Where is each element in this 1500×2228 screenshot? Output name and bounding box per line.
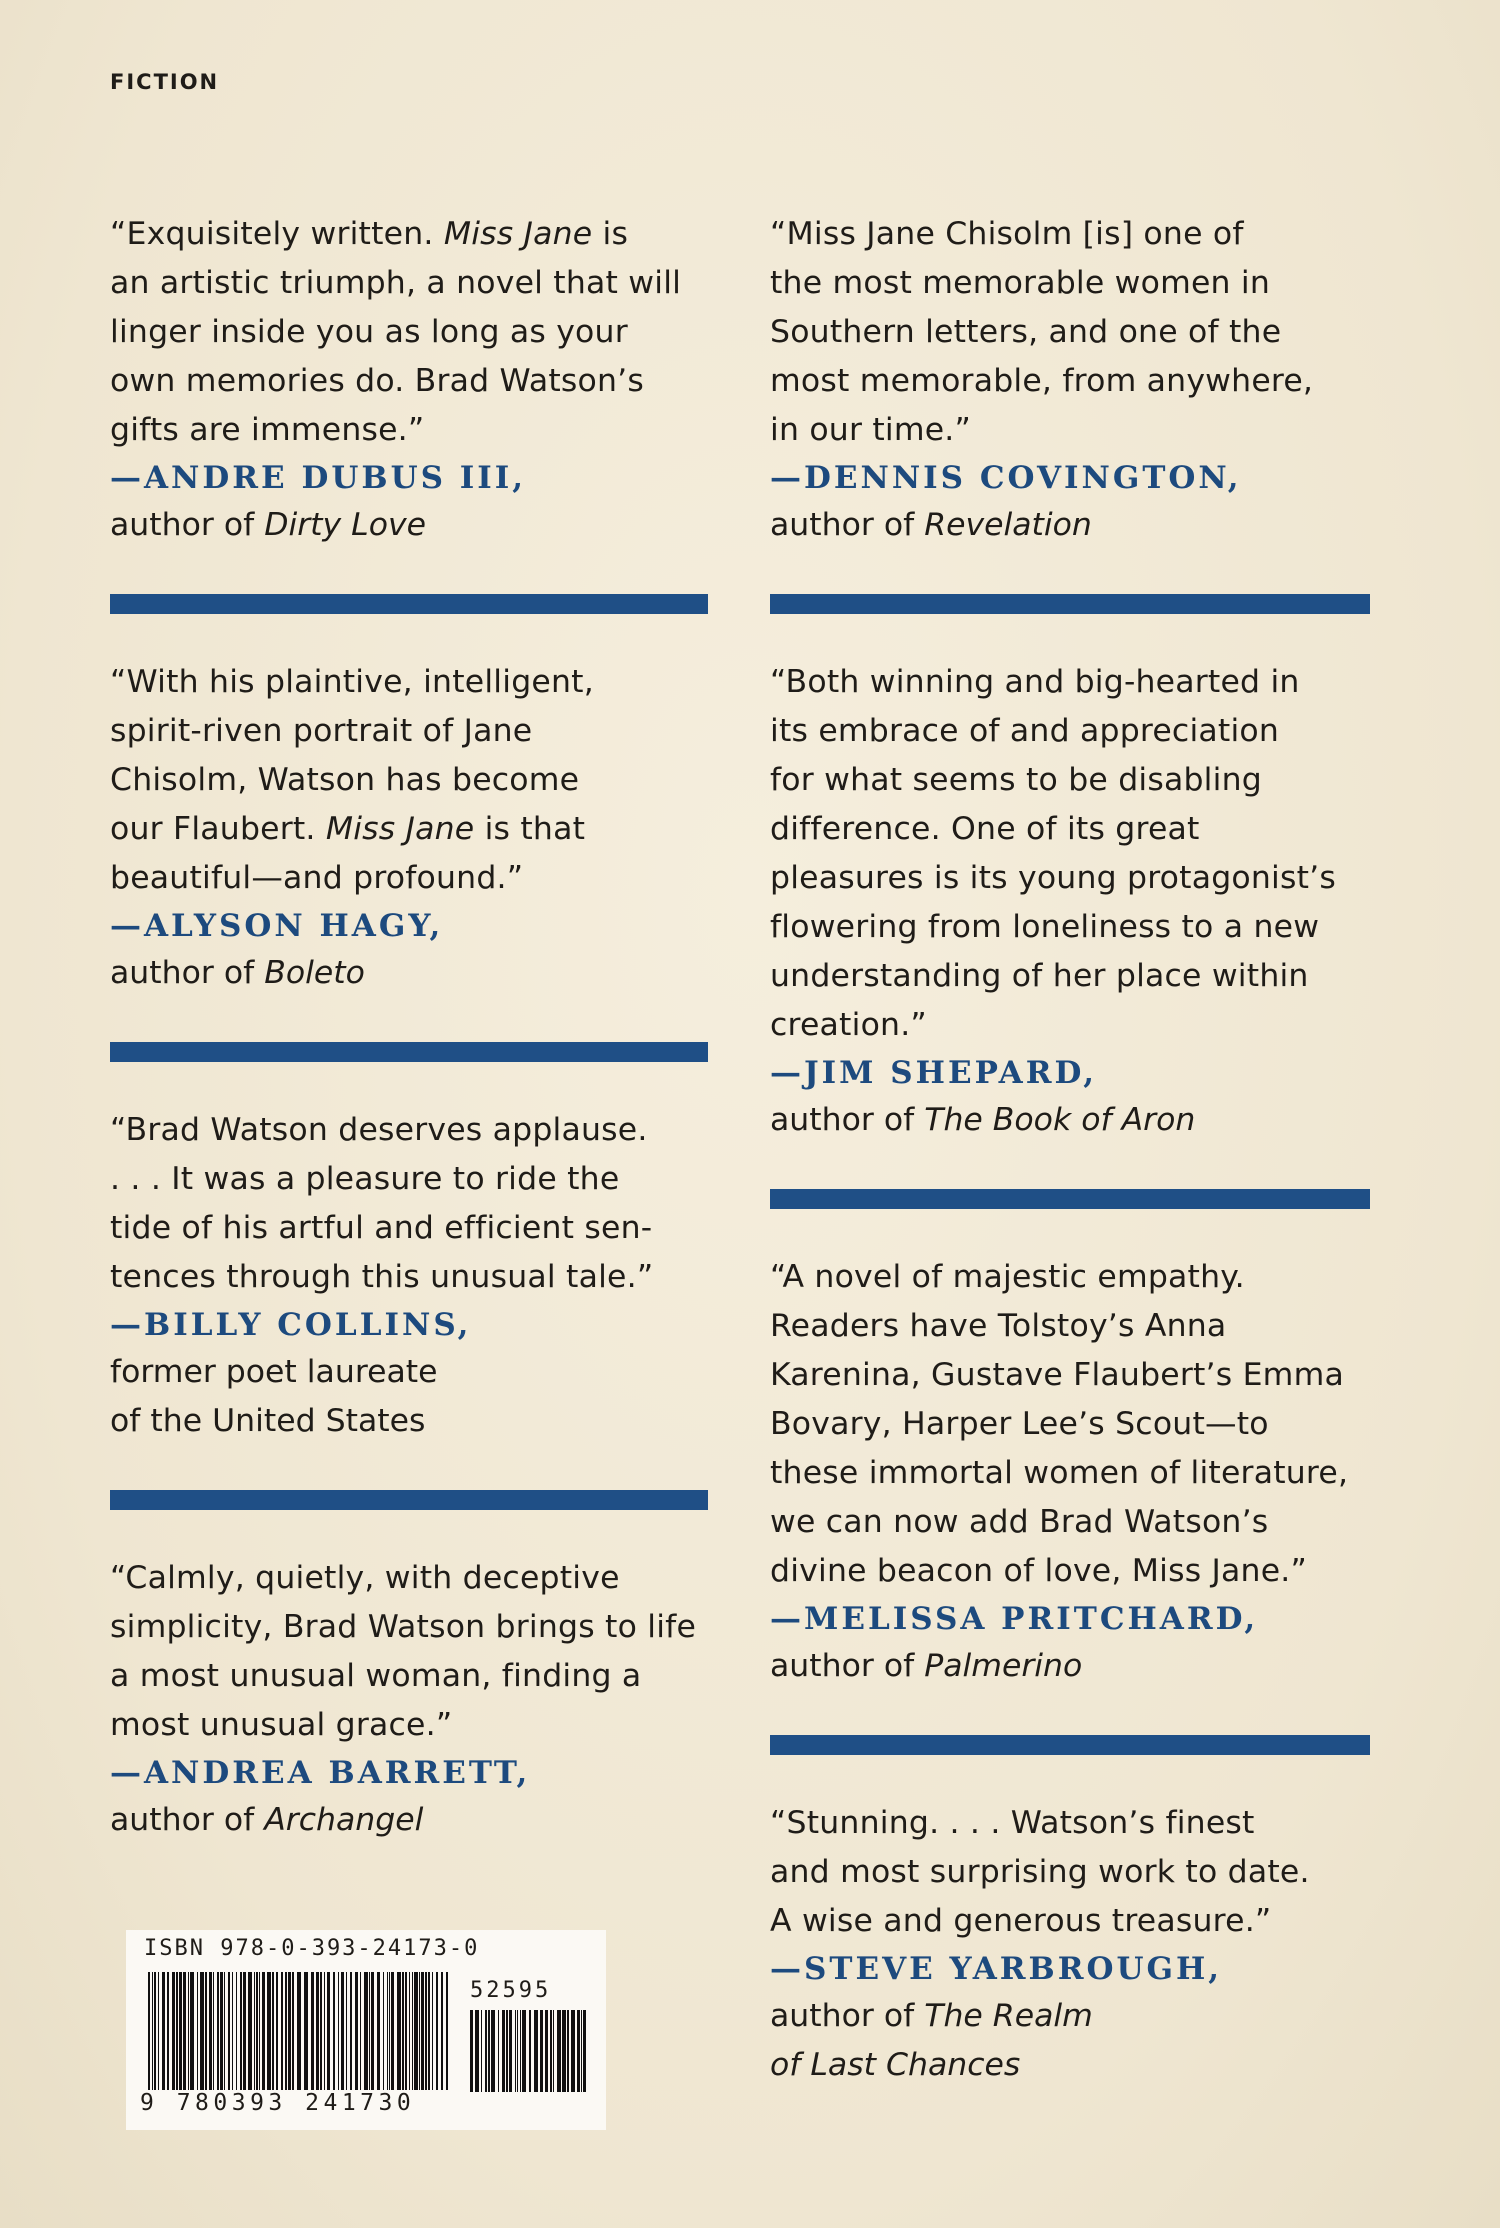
review-blurb (110, 658, 720, 998)
price-barcode-bars (470, 2010, 590, 2092)
barcode-bar (550, 2010, 552, 2092)
review-blurb (770, 210, 1390, 550)
barcode-bar (409, 1972, 410, 2090)
barcode-bar (520, 2010, 521, 2092)
barcode-bar (346, 1972, 347, 2090)
barcode-bar (232, 1972, 233, 2090)
barcode-bar (276, 1972, 278, 2090)
barcode-bar (190, 1972, 194, 2090)
text-span: author of (110, 507, 265, 543)
barcode-bar (441, 1972, 443, 2090)
reviewer-credit (770, 1992, 1390, 2090)
divider-rule (770, 1735, 1370, 1755)
barcode-bar (391, 1972, 394, 2090)
reviewer-name: —STEVE YARBROUGH, (770, 1951, 1223, 1987)
isbn-digits: 9 780393 241730 (140, 2090, 416, 2116)
barcode-bar (553, 2010, 554, 2092)
text-span: “A novel of majestic empathy. Readers have Tolstoy’s Anna Karenina, Gustave Flaubert’s Emma Bovary, Harper Lee’s Scout—to these immortal women of literature, we can now add Brad Watson’s divine beacon of love, Miss Jane.” (770, 1259, 1349, 1589)
barcode-bar (529, 2010, 531, 2092)
barcode-bar (475, 2010, 479, 2092)
barcode-bar (243, 1972, 246, 2090)
barcode-bar (470, 2010, 473, 2092)
barcode-bar (292, 1972, 294, 2090)
barcode-bar (481, 2010, 482, 2092)
barcode-bar (425, 1972, 427, 2090)
blurb-quote (110, 658, 720, 903)
barcode-bar (571, 2010, 575, 2092)
barcode-bar (355, 1972, 358, 2090)
barcode-bar (259, 1972, 260, 2090)
review-blurb (770, 1799, 1390, 2090)
text-span: “With his plaintive, intelligent, spirit-riven portrait of Jane Chisolm, Watson has become our Flaubert. (110, 664, 594, 847)
barcode-bar (267, 1972, 271, 2090)
italic-title: Revelation (924, 507, 1092, 543)
text-span: “Brad Watson deserves applause. . . . It was a pleasure to ride the tide of his artful and efficient sen- tences through this unusual tale.” (110, 1112, 654, 1295)
reviewer-credit (110, 501, 720, 550)
barcode-bar (432, 1972, 433, 2090)
italic-title: Archangel (264, 1802, 424, 1838)
isbn-label: ISBN 978-0-393-24173-0 (144, 1936, 480, 1961)
barcode-bar (419, 1972, 420, 2090)
text-span: author of (770, 507, 925, 543)
reviewer-name: —BILLY COLLINS, (110, 1307, 472, 1343)
text-span: former poet laureate of the United States (110, 1354, 438, 1439)
left-blurb-column (110, 210, 720, 1845)
barcode-bar (522, 2010, 526, 2092)
barcode-bar (545, 2010, 548, 2092)
reviewer-name: —ANDREA BARRETT, (110, 1755, 531, 1791)
text-span: “Calmly, quietly, with deceptive simplicity, Brad Watson brings to life a most unusual woman, finding a most unusual grace.” (110, 1560, 697, 1743)
italic-title: Miss Jane (443, 216, 593, 252)
right-blurb-column (770, 210, 1390, 2090)
barcode-bar (254, 1972, 255, 2090)
reviewer-credit (770, 501, 1390, 550)
barcode-bar (213, 1972, 214, 2090)
barcode-bar (197, 1972, 198, 2090)
barcode-bar (183, 1972, 186, 2090)
barcode-bar (562, 2010, 566, 2092)
blurb-quote (770, 1253, 1390, 1596)
divider-rule (110, 1042, 708, 1062)
barcode-bar (158, 1972, 159, 2090)
barcode-bar (148, 1972, 150, 2090)
italic-title: Palmerino (924, 1648, 1083, 1684)
barcode-bar (248, 1972, 252, 2090)
barcode-bar (179, 1972, 182, 2090)
text-span: author of (770, 1102, 925, 1138)
barcode-bar (228, 1972, 230, 2090)
barcode-bar (209, 1972, 212, 2090)
italic-title: Miss Jane (325, 811, 475, 847)
barcode-bar (557, 2010, 561, 2092)
barcode-bar (360, 1972, 361, 2090)
barcode-bar (200, 1972, 204, 2090)
barcode-bar (364, 1972, 368, 2090)
review-blurb (770, 1253, 1390, 1691)
barcode-bar (387, 1972, 388, 2090)
barcode-bar (311, 1972, 314, 2090)
barcode-bar (498, 2010, 499, 2092)
barcode-bar (320, 1972, 322, 2090)
reviewer-name: —DENNIS COVINGTON, (770, 460, 1242, 496)
barcode-bar (272, 1972, 274, 2090)
barcode-bar (446, 1972, 448, 2090)
text-span: “Miss Jane Chisolm [is] one of the most memorable women in Southern letters, and one of the most memorable, from anywhere, in our time.” (770, 216, 1314, 448)
reviewer-credit (110, 1796, 720, 1845)
text-span: is that beautiful—and profound.” (110, 811, 586, 896)
barcode-bar (517, 2010, 518, 2092)
barcode-bar (383, 1972, 384, 2090)
barcode-bar (405, 1972, 407, 2090)
text-span: “Exquisitely written. (110, 216, 444, 252)
barcode-bar (304, 1972, 308, 2090)
italic-title: Boleto (264, 955, 365, 991)
barcode-bar (389, 1972, 390, 2090)
barcode-bar (341, 1972, 344, 2090)
blurb-quote (770, 210, 1390, 455)
barcode-bar (338, 1972, 339, 2090)
barcode-bar (491, 2010, 495, 2092)
review-blurb (110, 210, 720, 550)
blurb-quote (110, 1106, 720, 1302)
barcode-bar (421, 1972, 424, 2090)
reviewer-name: —ALYSON HAGY, (110, 908, 444, 944)
reviewer-credit (770, 1642, 1390, 1691)
reviewer-credit (110, 1348, 720, 1446)
barcode-bar (205, 1972, 207, 2090)
barcode-bar (167, 1972, 169, 2090)
barcode-bar (534, 2010, 538, 2092)
reviewer-credit (110, 949, 720, 998)
barcode-bar (162, 1972, 165, 2090)
barcode-bar (509, 2010, 512, 2092)
barcode-bar (488, 2010, 490, 2092)
italic-title: Dirty Love (264, 507, 427, 543)
barcode-bar (428, 1972, 430, 2090)
barcode-bar (583, 2010, 586, 2092)
divider-rule (770, 594, 1370, 614)
text-span: author of (770, 1648, 925, 1684)
barcode-bar (333, 1972, 335, 2090)
barcode-bar (577, 2010, 580, 2092)
barcode-bar (567, 2010, 569, 2092)
barcode-bars (148, 1972, 448, 2090)
barcode-bar (506, 2010, 508, 2092)
barcode-bar (285, 1972, 287, 2090)
barcode-bar (369, 1972, 370, 2090)
barcode-bar (288, 1972, 291, 2090)
barcode-bar (154, 1972, 156, 2090)
barcode-bar (217, 1972, 219, 2090)
barcode-bar (176, 1972, 178, 2090)
blurb-quote (110, 1554, 720, 1750)
text-span: is an artistic triumph, a novel that will linger inside you as long as your own memories do. Brad Watson’s gifts are immense.” (110, 216, 682, 448)
text-span: author of (110, 955, 265, 991)
barcode-bar (502, 2010, 505, 2092)
barcode-bar (515, 2010, 516, 2092)
barcode-bar (188, 1972, 189, 2090)
barcode-bar (397, 1972, 401, 2090)
barcode-bar (350, 1972, 352, 2090)
divider-rule (110, 594, 708, 614)
divider-rule (110, 1490, 708, 1510)
barcode-bar (324, 1972, 325, 2090)
reviewer-credit (770, 1096, 1390, 1145)
barcode-bar (581, 2010, 582, 2092)
divider-rule (770, 1189, 1370, 1209)
barcode-bar (172, 1972, 175, 2090)
barcode-bar (236, 1972, 237, 2090)
barcode-bar (377, 1972, 380, 2090)
blurb-quote (110, 210, 720, 455)
review-blurb (110, 1554, 720, 1845)
text-span: author of (110, 1802, 265, 1838)
barcode-bar (256, 1972, 258, 2090)
text-span: “Both winning and big-hearted in its embrace of and appreciation for what seems to be disabling difference. One of its great pleasures is its young protagonist’s flowering from loneliness to a new understanding of her place within creation.” (770, 664, 1336, 1043)
price-code: 52595 (470, 1978, 552, 2003)
barcode-bar (414, 1972, 418, 2090)
category-label: FICTION (110, 70, 220, 94)
text-span: “Stunning. . . . Watson’s finest and most surprising work to date. A wise and generous treasure.” (770, 1805, 1310, 1939)
barcode-bar (262, 1972, 265, 2090)
reviewer-name: —MELISSA PRITCHARD, (770, 1601, 1259, 1637)
reviewer-name: —ANDRE DUBUS III, (110, 460, 527, 496)
barcode-bar (436, 1972, 438, 2090)
review-blurb (770, 658, 1390, 1145)
barcode-bar (402, 1972, 404, 2090)
barcode-bar (485, 2010, 487, 2092)
barcode-bar (316, 1972, 319, 2090)
barcode-bar (371, 1972, 374, 2090)
barcode-bar (281, 1972, 283, 2090)
reviewer-name: —JIM SHEPARD, (770, 1055, 1098, 1091)
review-blurb (110, 1106, 720, 1446)
blurb-quote (770, 658, 1390, 1050)
barcode-bar (220, 1972, 223, 2090)
italic-title: The Book of Aron (924, 1102, 1196, 1138)
blurb-quote (770, 1799, 1390, 1946)
isbn-barcode (126, 1930, 606, 2130)
barcode-bar (224, 1972, 225, 2090)
barcode-bar (152, 1972, 153, 2090)
barcode-bar (540, 2010, 543, 2092)
text-span: author of (770, 1998, 925, 2034)
italic-title: The Realm of Last Chances (770, 1998, 1093, 2083)
barcode-bar (297, 1972, 301, 2090)
barcode-bar (240, 1972, 242, 2090)
barcode-bar (412, 1972, 413, 2090)
barcode-bar (327, 1972, 330, 2090)
